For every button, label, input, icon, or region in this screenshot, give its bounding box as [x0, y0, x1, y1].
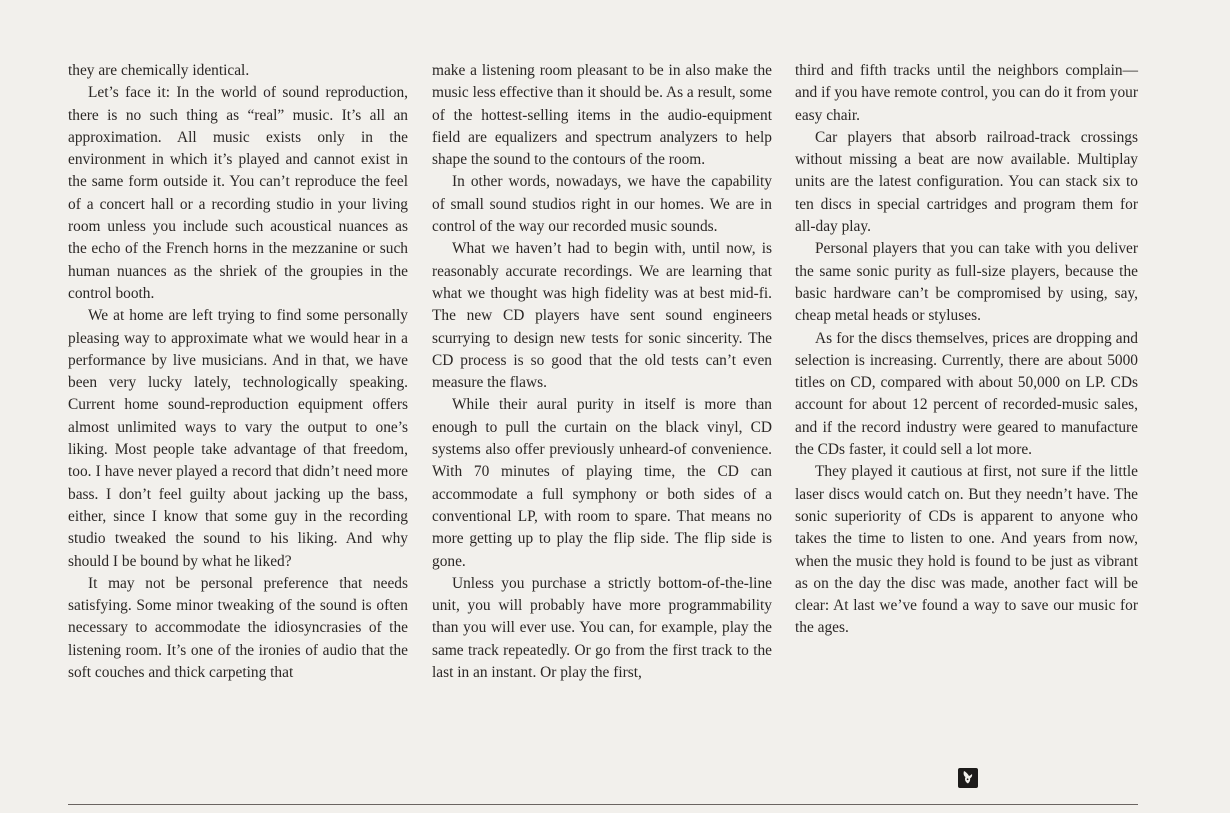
- text-column-3: [795, 60, 1138, 640]
- paragraph: They played it cautious at first, not sure if the little laser discs would catch on. But they needn’t have. The sonic superiority of CDs is apparent to anyone who takes the time to listen to one. And years from now, when the music they hold is found to be just as vibrant as on the day the disc was made, another fact will be clear: At last we’ve found a way to save our music for the ages.: [795, 463, 1138, 637]
- paragraph: third and fifth tracks until the neighbors complain—and if you have remote control, you can do it from your easy chair.: [795, 62, 1138, 124]
- text-column-2: [432, 60, 772, 684]
- paragraph: We at home are left trying to find some personally pleasing way to approximate what we would hear in a performance by live musicians. And in that, we have been very lucky lately, technologically speaking. Current home sound-reproduction equipment offers almost unlimited ways to vary the output to one’s liking. Most people take advantage of that freedom, too. I have never played a record that didn’t need more bass. I don’t feel guilty about jacking up the bass, either, since I know that some guy in the recording studio tweaked the sound to his liking. And why should I be bound by what he liked?: [68, 307, 408, 570]
- paragraph: Unless you purchase a strictly bottom-of-the-line unit, you will probably have more programmability than you will ever use. You can, for example, play the same track repeatedly. Or go from the first track to the last in an instant. Or play the first,: [432, 574, 772, 682]
- paragraph: It may not be personal preference that needs satisfying. Some minor tweaking of the sound is often necessary to accommodate the idiosyncrasies of the listening room. It’s one of the ironies of audio that the soft couches and thick carpeting that: [68, 574, 408, 682]
- bottom-rule: [68, 804, 1138, 805]
- paragraph: Let’s face it: In the world of sound reproduction, there is no such thing as “real” music. It’s all an approximation. All music exists only in the environment in which it’s played and cannot exist in the same form outside it. You can’t reproduce the feel of a concert hall or a recording studio in your living room unless you include such acoustical nuances as the echo of the French horns in the mezzanine or such human nuances as the shriek of the groupies in the control booth.: [68, 84, 408, 302]
- rabbit-head-icon: [958, 768, 978, 788]
- paragraph: make a listening room pleasant to be in also make the music less effective than it should be. As a result, some of the hottest-selling items in the audio-equipment field are equalizers and spectrum analyzers to help shape the sound to the contours of the room.: [432, 62, 772, 169]
- paragraph: As for the discs themselves, prices are dropping and selection is increasing. Currently, there are about 5000 titles on CD, compared with about 50,000 on LP. CDs account for about 12 percent of recorded-music sales, and if the record industry were geared to manufacture the CDs faster, it could sell a lot more.: [795, 329, 1138, 459]
- paragraph: Car players that absorb railroad-track crossings without missing a beat are now available. Multiplay units are the latest configuration. You can stack six to ten discs in special cartridges and program them for all-day play.: [795, 128, 1138, 236]
- paragraph: What we haven’t had to begin with, until now, is reasonably accurate recordings. We are learning that what we thought was high fidelity was at best mid-fi. The new CD players have sent sound engineers scurrying to design new tests for sonic sincerity. The CD process is so good that the old tests can’t even measure the flaws.: [432, 240, 772, 392]
- paragraph: In other words, nowadays, we have the capability of small sound studios right in our homes. We are in control of the way our recorded music sounds.: [432, 173, 772, 236]
- paragraph: While their aural purity in itself is more than enough to pull the curtain on the black vinyl, CD systems also offer previously unheard-of convenience. With 70 minutes of playing time, the CD can accommodate a full symphony or both sides of a conventional LP, with room to spare. That means no more getting up to play the flip side. The flip side is gone.: [432, 396, 772, 570]
- paragraph: Personal players that you can take with you deliver the same sonic purity as full-size players, because the basic hardware can’t be compromised by using, say, cheap metal heads or styluses.: [795, 240, 1138, 325]
- paragraph: they are chemically identical.: [68, 62, 250, 79]
- text-column-1: [68, 60, 408, 684]
- rabbit-head-glyph: [958, 768, 978, 788]
